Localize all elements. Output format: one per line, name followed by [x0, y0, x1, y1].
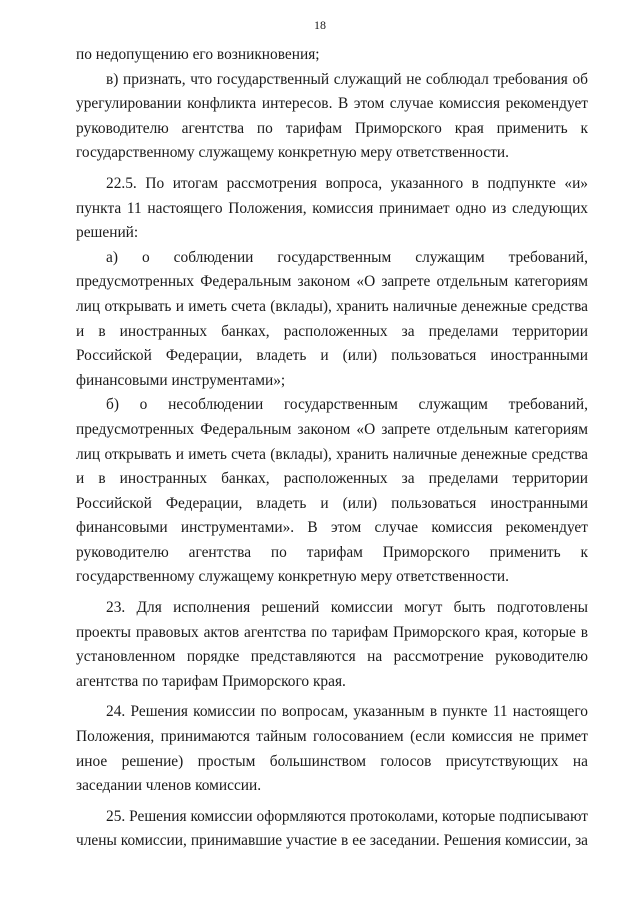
document-body [76, 43, 588, 854]
paragraph-25: 25. Решения комиссии оформляются протоколами, которые подписывают члены комиссии, принимавшие участие в ее заседании. Решения комиссии, за [76, 807, 588, 850]
paragraph-item-v: в) признать, что государственный служащий не соблюдал требования об урегулировании конфликта интересов. В этом случае комиссия рекомендует руководителю агентства по тарифам Приморского края применить к государственному служащему конкретную меру ответственности. [76, 70, 588, 162]
page-number: 18 [314, 18, 326, 32]
paragraph-item-a: а) о соблюдении государственным служащим требований, предусмотренных Федеральным законом «О запрете отдельным категориям лиц открывать и иметь счета (вклады), хранить наличные денежные средства и в иностранных банках, расположенных за пределами территории Российской Федерации, владеть и (или) пользоваться иностранными финансовыми инструментами»; [76, 248, 588, 389]
paragraph-23: 23. Для исполнения решений комиссии могут быть подготовлены проекты правовых актов агентства по тарифам Приморского края, которые в установленном порядке представляются на рассмотрение руководителю агентства по тарифам Приморского края. [76, 599, 588, 690]
paragraph-continuation: по недопущению его возникновения; [76, 46, 320, 63]
paragraph-22-5: 22.5. По итогам рассмотрения вопроса, указанного в подпункте «и» пункта 11 настоящего Положения, комиссия принимает одно из следующих решений: [76, 174, 588, 242]
paragraph-24: 24. Решения комиссии по вопросам, указанным в пункте 11 настоящего Положения, принимаются тайным голосованием (если комиссия не примет иное решение) простым большинством голосов присутствующих на заседании членов комиссии. [76, 703, 588, 795]
paragraph-item-b: б) о несоблюдении государственным служащим требований, предусмотренных Федеральным законом «О запрете отдельным категориям лиц открывать и иметь счета (вклады), хранить наличные денежные средства и в иностранных банках, расположенных за пределами территории Российской Федерации, владеть и (или) пользоваться иностранными финансовыми инструментами». В этом случае комиссия рекомендует руководителю агентства по тарифам Приморского применить к государственному служащему конкретную меру ответственности. [76, 396, 588, 586]
